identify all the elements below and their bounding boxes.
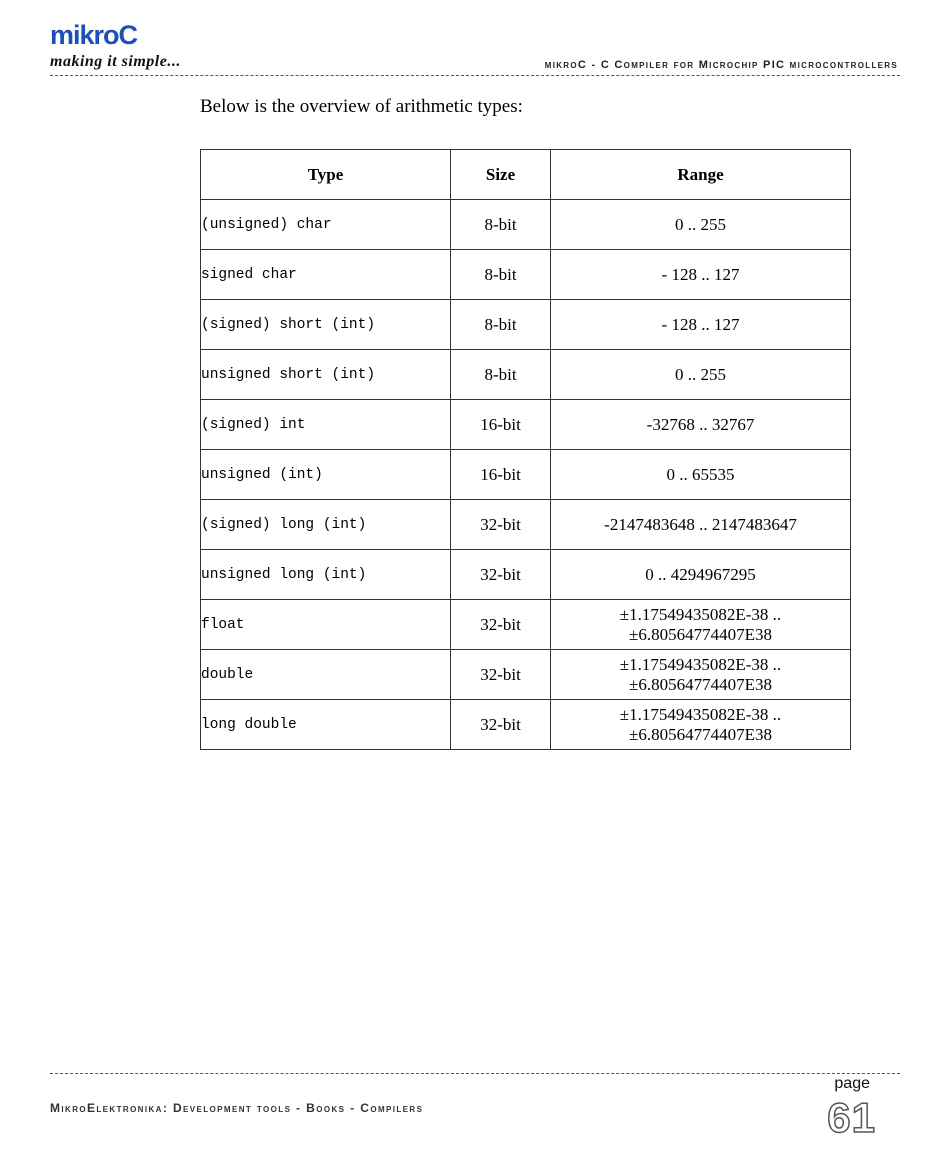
intro-text: Below is the overview of arithmetic types:	[200, 96, 523, 117]
range-line: 0 .. 255	[675, 214, 726, 234]
range-line: ±6.80564774407E38	[629, 674, 772, 694]
range-line: - 128 .. 127	[661, 314, 740, 334]
range-cell	[551, 650, 851, 700]
size-cell: 8-bit	[451, 200, 551, 250]
header-type: Type	[201, 150, 451, 200]
range-line: ±1.17549435082E-38 ..	[619, 654, 782, 674]
type-cell: (signed) int	[201, 400, 451, 450]
range-cell	[551, 550, 851, 600]
type-cell: double	[201, 650, 451, 700]
range-line: ±6.80564774407E38	[629, 624, 772, 644]
range-line: - 128 .. 127	[661, 264, 740, 284]
range-line: 0 .. 4294967295	[645, 564, 756, 584]
range-cell	[551, 300, 851, 350]
table-header-row	[201, 150, 851, 200]
type-cell: unsigned long (int)	[201, 550, 451, 600]
type-cell: signed char	[201, 250, 451, 300]
range-cell	[551, 400, 851, 450]
type-cell: (unsigned) char	[201, 200, 451, 250]
range-cell	[551, 350, 851, 400]
table-row	[201, 600, 851, 650]
size-cell: 16-bit	[451, 400, 551, 450]
table-row	[201, 550, 851, 600]
range-line: ±6.80564774407E38	[629, 724, 772, 744]
footer-text: MikroElektronika: Development tools - Books - Compilers	[50, 1101, 424, 1115]
tagline: making it simple...	[50, 53, 181, 70]
range-cell	[551, 500, 851, 550]
range-line: -32768 .. 32767	[646, 414, 755, 434]
size-cell: 32-bit	[451, 650, 551, 700]
size-cell: 8-bit	[451, 350, 551, 400]
header-range: Range	[551, 150, 851, 200]
size-cell: 32-bit	[451, 700, 551, 750]
size-cell: 32-bit	[451, 500, 551, 550]
logo: mikroC	[50, 20, 138, 50]
size-cell: 8-bit	[451, 250, 551, 300]
type-cell: float	[201, 600, 451, 650]
range-cell	[551, 600, 851, 650]
type-cell: unsigned (int)	[201, 450, 451, 500]
header-size: Size	[451, 150, 551, 200]
size-cell: 8-bit	[451, 300, 551, 350]
table-row	[201, 400, 851, 450]
range-line: 0 .. 255	[675, 364, 726, 384]
header-divider	[50, 75, 900, 76]
type-cell: unsigned short (int)	[201, 350, 451, 400]
table-row	[201, 700, 851, 750]
type-cell: (signed) long (int)	[201, 500, 451, 550]
table-row	[201, 500, 851, 550]
size-cell: 32-bit	[451, 550, 551, 600]
table-row	[201, 650, 851, 700]
running-header-brand: mikroC	[544, 59, 588, 71]
table-row	[201, 300, 851, 350]
range-cell	[551, 700, 851, 750]
range-line: ±1.17549435082E-38 ..	[619, 604, 782, 624]
running-header	[545, 60, 898, 71]
type-cell: long double	[201, 700, 451, 750]
table-row	[201, 450, 851, 500]
size-cell: 32-bit	[451, 600, 551, 650]
range-cell	[551, 450, 851, 500]
range-line: ±1.17549435082E-38 ..	[619, 704, 782, 724]
type-cell: (signed) short (int)	[201, 300, 451, 350]
page-label: page	[834, 1075, 870, 1092]
range-cell	[551, 200, 851, 250]
range-line: -2147483648 .. 2147483647	[604, 514, 797, 534]
table-row	[201, 200, 851, 250]
size-cell: 16-bit	[451, 450, 551, 500]
arithmetic-types-table	[200, 149, 851, 750]
table-row	[201, 250, 851, 300]
running-header-subtitle: - C Compiler for Microchip PIC microcontrollers	[587, 59, 898, 71]
footer-divider	[50, 1073, 900, 1074]
range-cell	[551, 250, 851, 300]
table-row	[201, 350, 851, 400]
page-number: 61	[827, 1094, 876, 1141]
range-line: 0 .. 65535	[666, 464, 735, 484]
